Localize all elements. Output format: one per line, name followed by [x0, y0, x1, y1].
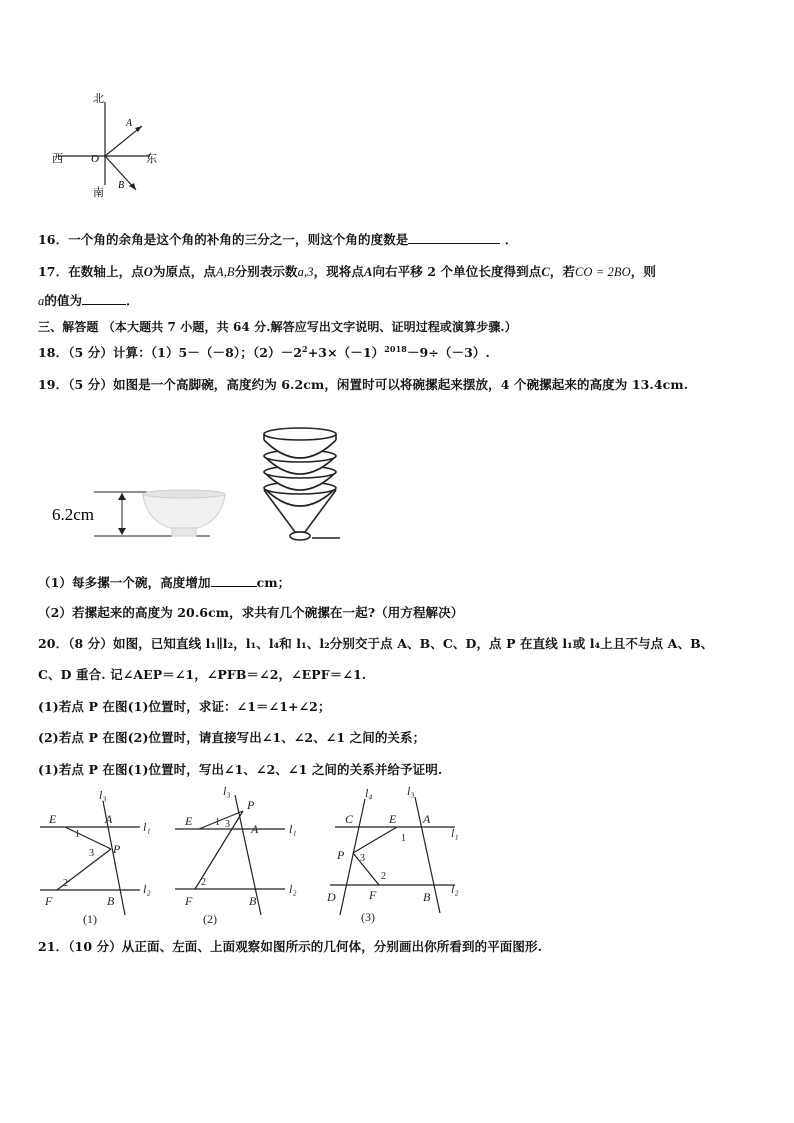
fig2-label-l2: l₂: [289, 882, 297, 896]
question-19-part1: （1）每多摞一个碗，高度增加 cm；: [38, 575, 291, 590]
fig2-label-f: F: [185, 894, 193, 908]
question-20-line2: C、D 重合. 记∠AEP＝∠1，∠PFB＝∠2，∠EPF＝∠1.: [38, 667, 367, 682]
fig1-label-f: F: [45, 894, 53, 908]
question-19-part2: （2）若摞起来的高度为 20.6cm，求共有几个碗摞在一起?（用方程解决）: [38, 605, 464, 620]
section-3-heading: 三、解答题 （本大题共 7 小题，共 64 分.解答应写出文字说明、证明过程或演算步骤.）: [38, 320, 517, 334]
question-20-part2: (2)若点 P 在图(2)位置时，请直接写出∠1、∠2、∠1 之间的关系；: [38, 730, 426, 745]
point-a-label: A: [126, 118, 133, 129]
fig3-caption: (3): [361, 910, 375, 924]
fig2-segment-ep: [199, 811, 243, 829]
point-b-label: B: [118, 180, 125, 191]
question-20-part3: (1)若点 P 在图(1)位置时，写出∠1、∠2、∠1 之间的关系并给予证明.: [38, 762, 443, 777]
arrow-down-icon: [118, 528, 126, 535]
fig3-label-e: E: [389, 812, 397, 826]
fig3-label-c: C: [345, 812, 354, 826]
fig3-label-l1: l₁: [451, 826, 459, 840]
fig3-segment-pf: [353, 853, 379, 885]
origin-label: O: [91, 153, 99, 165]
fig3-segment-ep: [353, 827, 397, 853]
answer-blank-19[interactable]: [211, 575, 257, 587]
fig1-label-b: B: [107, 894, 115, 908]
fig1-angle-1: 1: [75, 829, 80, 840]
arrow-up-icon: [118, 493, 126, 500]
fig1-angle-3: 3: [89, 848, 94, 859]
fig2-label-e: E: [185, 814, 193, 828]
ray-a: [105, 126, 142, 156]
east-label: 东: [146, 153, 157, 165]
fig3-label-l4: l₄: [365, 786, 373, 800]
fig1-angle-2: 2: [63, 878, 68, 889]
bowl-height-label: 6.2cm: [52, 505, 95, 524]
fig3-label-b: B: [423, 890, 431, 904]
fig2-label-l1: l₁: [289, 822, 297, 836]
fig2-label-l3: l₃: [223, 785, 231, 798]
question-20-part1: (1)若点 P 在图(1)位置时，求证：∠1＝∠1+∠2；: [38, 699, 331, 714]
fig1-label-e: E: [49, 812, 57, 826]
fig3-angle-3: 3: [360, 853, 365, 864]
question-16: 16．一个角的余角是这个角的补角的三分之一，则这个角的度数是 ．: [38, 232, 518, 247]
south-label: 南: [93, 187, 104, 199]
question-20-line1: 20．（8 分）如图，已知直线 l₁∥l₂，l₁、l₄和 l₁、l₂分别交于点 A、B、C、D，点 P 在直线 l₁或 l₄上且不与点 A、B、: [38, 636, 714, 651]
question-17-line1: 17．在数轴上，点O为原点，点A,B分别表示数a,3，现将点A向右平移 2 个单位长度得到点C，若CO = 2BO，则: [38, 264, 656, 279]
fig2-angle-3: 3: [225, 819, 230, 830]
fig1-label-p: P: [113, 842, 121, 856]
stacked-bowls: [264, 428, 340, 540]
fig2-label-p: P: [247, 798, 255, 812]
bowl-foot: [172, 528, 196, 536]
question-18: 18．（5 分）计算：（1）5－（－8）；$(2)-2^2+3\times(-1)^{2018}-9\div(-3)$.: [38, 343, 490, 360]
fig1-label-l1: l₁: [143, 820, 151, 834]
question-19: 19．（5 分）如图是一个高脚碗，高度约为 6.2cm，闲置时可以将碗摞起来摆放，4 个碗摞起来的高度为 13.4cm.: [38, 377, 689, 392]
north-label: 北: [93, 93, 104, 105]
question-21: 21．（10 分）从正面、左面、上面观察如图所示的几何体，分别画出你所看到的平面图形.: [38, 939, 543, 954]
answer-blank-17[interactable]: [82, 293, 126, 305]
fig1-label-l2: l₂: [143, 882, 151, 896]
bowl-photo: [143, 494, 225, 528]
fig3-label-p: P: [337, 848, 345, 862]
fig1-segment-ep: [65, 827, 111, 849]
bowl-figure: [50, 420, 350, 550]
bowl-rim: [143, 490, 225, 498]
fig3-label-l3: l₃: [407, 785, 415, 798]
fig1-caption: (1): [83, 912, 97, 926]
fig2-label-a: A: [251, 822, 259, 836]
fig1-label-a: A: [105, 812, 113, 826]
question-17-line2: a的值为 ．: [38, 293, 139, 308]
fig2-angle-1: 1: [215, 817, 220, 828]
fig3-angle-2: 2: [381, 871, 386, 882]
fig2-label-b: B: [249, 894, 257, 908]
parallel-lines-figures: [35, 785, 465, 930]
fig2-angle-2: 2: [201, 877, 206, 888]
fig1-label-l3: l₃: [99, 788, 107, 802]
compass-figure: [50, 90, 170, 200]
fig2-caption: (2): [203, 912, 217, 926]
fig3-label-a: A: [423, 812, 431, 826]
west-label: 西: [52, 153, 63, 165]
fig3-label-d: D: [327, 890, 336, 904]
fig3-label-f: F: [369, 888, 377, 902]
answer-blank-16[interactable]: [408, 232, 500, 244]
fig3-label-l2: l₂: [451, 882, 459, 896]
fig3-angle-1: 1: [401, 833, 406, 844]
